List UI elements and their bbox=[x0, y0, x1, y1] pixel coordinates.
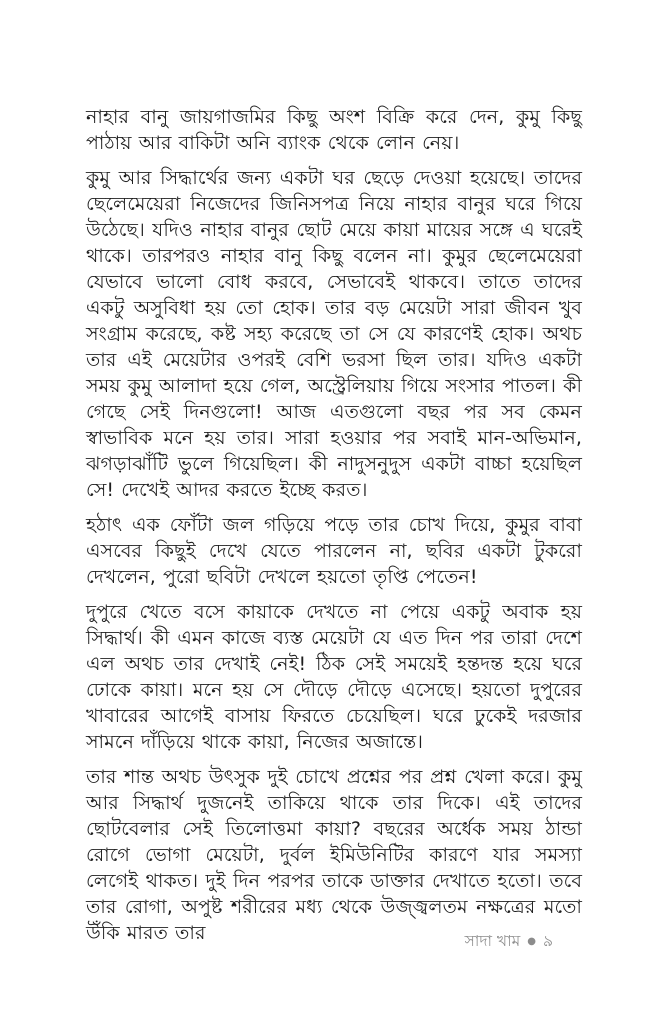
body-paragraph: হঠাৎ এক ফোঁটা জল গড়িয়ে পড়ে তার চোখ দিয়ে, কুমুর বাবা এসবের কিছুই দেখে যেতে পারলেন না, ছবির একটা টুকরো দেখলেন, পুরো ছবিটা দেখলে হয়তো তৃপ্তি পেতেন! bbox=[86, 514, 582, 588]
page-footer bbox=[465, 929, 553, 955]
footer-book-title: সাদা খাম bbox=[464, 932, 521, 950]
footer-page-number: ৯ bbox=[542, 932, 553, 950]
body-paragraph: নাহার বানু জায়গাজমির কিছু অংশ বিক্রি করে দেন, কুমু কিছু পাঠায় আর বাকিটা অনি ব্যাংক থেকে লোন নেয়। bbox=[86, 106, 582, 154]
bullet-separator-icon: ● bbox=[527, 936, 536, 947]
body-paragraph: তার শান্ত অথচ উৎসুক দুই চোখে প্রশ্নের পর প্রশ্ন খেলা করে। কুমু আর সিদ্ধার্থ দুজনেই তাকিয়ে থাকে তার দিকে। এই তাদের ছোটবেলার সেই তিলোত্তমা কায়া? বছরের অর্ধেক সময় ঠান্ডা রোগে ভোগা মেয়েটা, দুর্বল ইমিউনিটির কারণে যার সমস্যা লেগেই থাকত। দুই দিন পরপর তাকে ডাক্তার দেখাতে হতো। তবে তার রোগা, অপুষ্ট শরীরের মধ্য থেকে উজ্জ্বলতম নক্ষত্রের মতো উঁকি মারত তার bbox=[86, 766, 582, 944]
body-text-block bbox=[86, 104, 582, 946]
body-paragraph: কুমু আর সিদ্ধার্থের জন্য একটা ঘর ছেড়ে দেওয়া হয়েছে। তাদের ছেলেমেয়েরা নিজেদের জিনিসপত্র নিয়ে নাহার বানুর ঘরে গিয়ে উঠেছে। যদিও নাহার বানুর ছোট মেয়ে কায়া মায়ের সঙ্গে এ ঘরেই থাকে। তারপরও নাহার বানু কিছু বলেন না। কুমুর ছেলেমেয়েরা যেভাবে ভালো বোধ করবে, সেভাবেই থাকবে। তাতে তাদের একটু অসুবিধা হয় তো হোক। তার বড় মেয়েটা সারা জীবন খুব সংগ্রাম করেছে, কষ্ট সহ্য করেছে তা সে যে কারণেই হোক। অথচ তার এই মেয়েটার ওপরই বেশি ভরসা ছিল তার। যদিও একটা সময় কুমু আলাদা হয়ে গেল, অস্ট্রেলিয়ায় গিয়ে সংসার পাতল। কী গেছে সেই দিনগুলো! আজ এতগুলো বছর পর সব কেমন স্বাভাবিক মনে হয় তার। সারা হওয়ার পর সবাই মান-অভিমান, ঝগড়াঝাঁটি ভুলে গিয়েছিল। কী নাদুসনুদুস একটা বাচ্চা হয়েছিল সে! দেখেই আদর করতে ইচ্ছে করত। bbox=[86, 167, 582, 501]
body-paragraph: দুপুরে খেতে বসে কায়াকে দেখতে না পেয়ে একটু অবাক হয় সিদ্ধার্থ। কী এমন কাজে ব্যস্ত মেয়েটা যে এত দিন পর তারা দেশে এল অথচ তার দেখাই নেই! ঠিক সেই সময়েই হন্তদন্ত হয়ে ঘরে ঢোকে কায়া। মনে হয় সে দৌড়ে দৌড়ে এসেছে। হয়তো দুপুরের খাবারের আগেই বাসায় ফিরতে চেয়েছিল। ঘরে ঢুকেই দরজার সামনে দাঁড়িয়ে থাকে কায়া, নিজের অজান্তে। bbox=[86, 601, 582, 753]
